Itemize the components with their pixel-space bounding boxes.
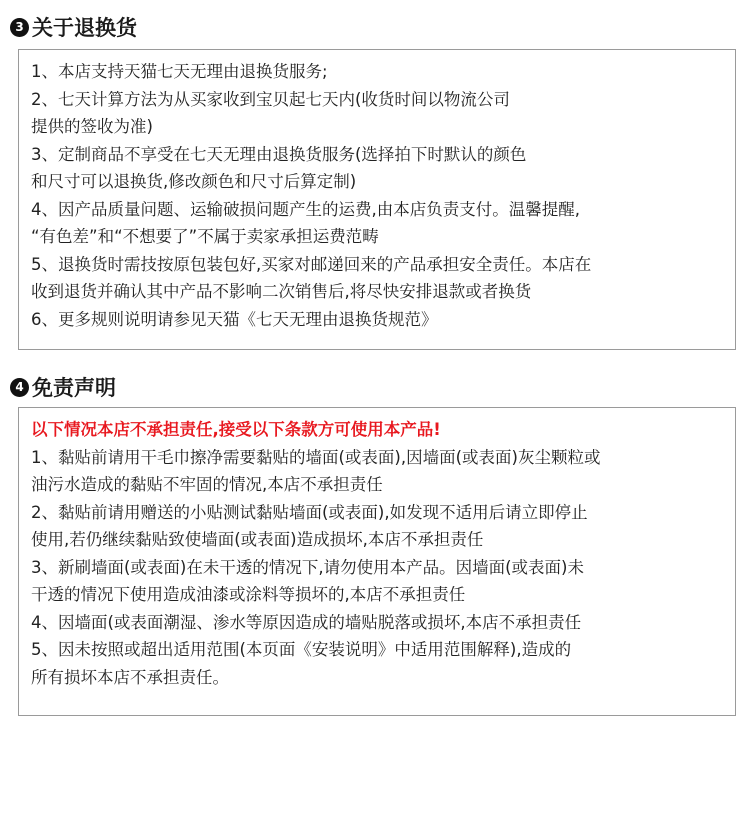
disclaimer-warning: 以下情况本店不承担责任,接受以下条款方可使用本产品!: [31, 420, 441, 439]
disclaimer-line-5: 3、新刷墙面(或表面)在未干透的情况下,请勿使用本产品。因墙面(或表面)未: [31, 557, 584, 577]
returns-line-8: 5、退换货时需技按原包装包好,买家对邮递回来的产品承担安全责任。本店在: [31, 254, 592, 274]
section-3-number-badge: 3: [10, 18, 29, 37]
returns-line-10: 6、更多规则说明请参见天猫《七天无理由退换货规范》: [31, 309, 438, 329]
disclaimer-line-2: 油污水造成的黏贴不牢固的情况,本店不承担责任: [31, 475, 383, 494]
section-3-title: 关于退换货: [32, 16, 137, 40]
section-4-header: [10, 372, 116, 402]
returns-line-9: 收到退货并确认其中产品不影响二次销售后,将尽快安排退款或者换货: [31, 282, 532, 301]
section-4-number-badge: 4: [10, 378, 29, 397]
section-4-title: 免责声明: [32, 376, 116, 400]
returns-line-4: 3、定制商品不享受在七天无理由退换货服务(选择拍下时默认的颜色: [31, 144, 527, 164]
disclaimer-box: [18, 407, 736, 716]
disclaimer-line-6: 干透的情况下使用造成油漆或涂料等损坏的,本店不承担责任: [31, 585, 466, 604]
disclaimer-line-3: 2、黏贴前请用赠送的小贴测试黏贴墙面(或表面),如发现不适用后请立即停止: [31, 502, 588, 522]
disclaimer-line-9: 所有损坏本店不承担责任。: [31, 667, 229, 687]
returns-line-2: 2、七天计算方法为从买家收到宝贝起七天内(收货时间以物流公司: [31, 89, 510, 109]
returns-line-6: 4、因产品质量问题、运输破损问题产生的运费,由本店负责支付。温馨提醒,: [31, 199, 580, 219]
disclaimer-line-1: 1、黏贴前请用干毛巾擦净需要黏贴的墙面(或表面),因墙面(或表面)灰尘颗粒或: [31, 447, 601, 467]
returns-line-3: 提供的签收为准): [31, 117, 153, 136]
disclaimer-line-7: 4、因墙面(或表面潮湿、渗水等原因造成的墙贴脱落或损坏,本店不承担责任: [31, 612, 582, 632]
returns-policy-box: [18, 49, 736, 350]
disclaimer-line-8: 5、因未按照或超出适用范围(本页面《安装说明》中适用范围解释),造成的: [31, 640, 572, 659]
section-3-header: [10, 12, 137, 42]
returns-line-7: “有色差”和“不想要了”不属于卖家承担运费范畴: [31, 227, 379, 246]
returns-line-5: 和尺寸可以退换货,修改颜色和尺寸后算定制): [31, 172, 357, 191]
disclaimer-line-4: 使用,若仍继续黏贴致使墙面(或表面)造成损坏,本店不承担责任: [31, 530, 484, 549]
returns-line-1: 1、本店支持天猫七天无理由退换货服务;: [31, 62, 328, 81]
